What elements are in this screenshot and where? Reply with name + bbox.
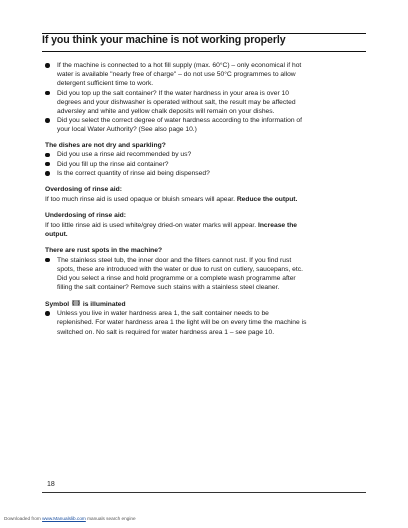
paragraph-text: If too little rinse aid is used white/grey dried-on water marks will appear. (45, 221, 257, 229)
bullet-text: Did you select the correct degree of water hardness according to the information of your local Water Authority? (See also page 10.) (57, 117, 302, 134)
bullet-text: Did you top up the salt container? If the water hardness in your area is over 10 degrees and your dishwasher is operated without salt, the result may be affected adversley and white and yellow chalk deposits will remain on your dishes. (57, 89, 296, 116)
list-item (45, 150, 307, 159)
paragraph-emphasis: Reduce the output. (236, 195, 298, 203)
heading-text: is illuminated (82, 300, 126, 308)
bullet-icon (45, 153, 50, 158)
bullet-text: The stainless steel tub, the inner door and the filters cannot rust. If you find rust spots, these are introduced with the water or due to rust on cutlery, saucepans, etc. Did you select a rinse and hold programme or a complete wash programme after filling the salt container? Remove such stains with a stainless steel cleaner. (57, 256, 303, 292)
section-heading-dry: The dishes are not dry and sparkling? (45, 142, 166, 150)
bullet-text: If the machine is connected to a hot fill supply (max. 60°C) – only economical if hot water is available "nearly free of charge" – do not use 50°C programmes to allow detergent sufficient time to work. (57, 62, 302, 88)
list-item (45, 256, 307, 293)
bullet-text: Unless you live in water hardness area 1, the salt container needs to be replenished. For water hardness area 1 the light will be on every time the machine is switched on. No salt is required for water hardness area 1 – see page 10. (57, 310, 307, 336)
section-heading-underdosing: Underdosing of rinse aid: (45, 212, 126, 220)
section-heading-rust: There are rust spots in the machine? (45, 247, 163, 255)
bullet-icon (45, 118, 50, 123)
heading-text: Symbol (45, 300, 70, 308)
paragraph (45, 195, 307, 204)
bullet-text: Is the correct quantity of rinse aid being dispensed? (57, 169, 210, 177)
paragraph-text: If too much rinse aid is used opaque or bluish smears will apear. (45, 195, 235, 203)
bullet-text: Did you fill up the rinse aid container? (57, 160, 169, 168)
list-item (45, 89, 307, 117)
list-item (45, 61, 307, 89)
bullet-icon (45, 258, 50, 263)
list-item (45, 169, 307, 178)
content-column (45, 61, 307, 337)
list-item (45, 309, 307, 337)
bottom-rule (42, 492, 366, 493)
bullet-icon (45, 91, 50, 96)
salt-indicator-icon (71, 300, 81, 306)
footer-prefix: Downloaded from (4, 516, 41, 521)
page-number: 18 (47, 481, 55, 488)
list-item (45, 116, 307, 134)
section-heading-symbol (45, 300, 307, 309)
bullet-icon (45, 311, 50, 316)
footer (4, 516, 136, 521)
footer-suffix: manuals search engine (87, 516, 136, 521)
bullet-text: Did you use a rinse aid recommended by us? (57, 151, 192, 159)
bullet-icon (45, 162, 50, 167)
bullet-icon (45, 63, 50, 68)
list-item (45, 160, 307, 169)
section-heading-overdosing: Overdosing of rinse aid: (45, 186, 122, 194)
title-rule (42, 51, 366, 52)
paragraph (45, 221, 307, 239)
page-title: If you think your machine is not working properly (42, 34, 286, 46)
footer-link[interactable]: www.Manualslib.com (42, 516, 86, 521)
paragraph-emphasis: Increase the output. (45, 221, 298, 238)
bullet-icon (45, 171, 50, 176)
